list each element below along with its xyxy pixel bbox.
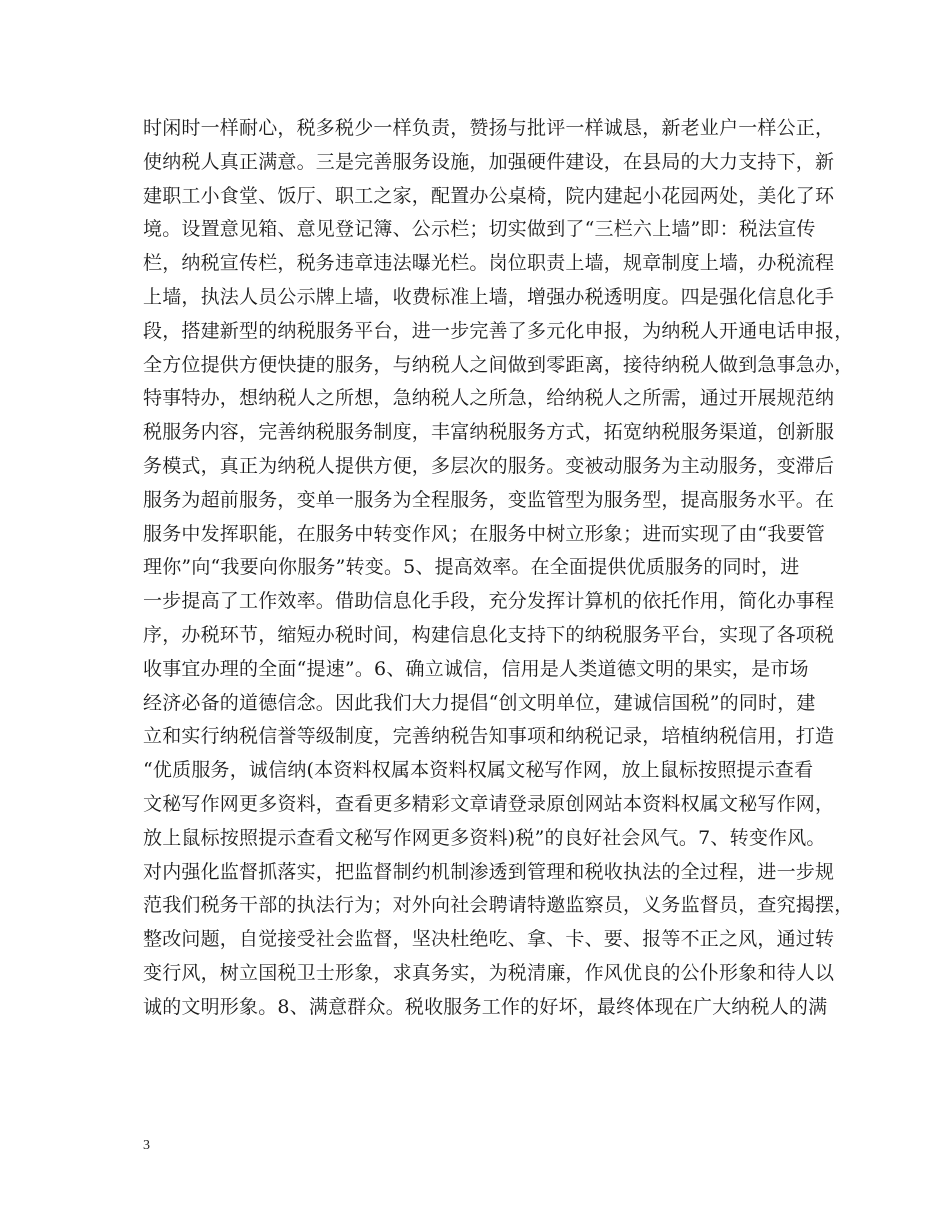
text-line: 放上鼠标按照提示查看文秘写作网更多资料)税”的良好社会风气。7、转变作风。 bbox=[143, 826, 826, 849]
text-line: 经济必备的道德信念。因此我们大力提倡“创文明单位，建诚信国税”的同时，建 bbox=[143, 691, 816, 714]
text-line: 序，办税环节，缩短办税时间，构建信息化支持下的纳税服务平台，实现了各项税 bbox=[143, 623, 835, 646]
text-line: 服务为超前服务，变单一服务为全程服务，变监管型为服务型，提高服务水平。在 bbox=[143, 488, 835, 511]
text-line: 上墙，执法人员公示牌上墙，收费标准上墙，增强办税透明度。四是强化信息化手 bbox=[143, 285, 835, 308]
text-line: 变行风，树立国税卫士形象，求真务实，为税清廉，作风优良的公仆形象和待人以 bbox=[143, 961, 835, 984]
text-line: 务模式，真正为纳税人提供方便，多层次的服务。变被动服务为主动服务，变滞后 bbox=[143, 454, 835, 477]
text-line: 文秘写作网更多资料，查看更多精彩文章请登录原创网站本资料权属文秘写作网， bbox=[143, 792, 835, 815]
text-line: 整改问题，自觉接受社会监督，坚决杜绝吃、拿、卡、要、报等不正之风，通过转 bbox=[143, 928, 835, 951]
text-line: 诚的文明形象。8、满意群众。税收服务工作的好坏，最终体现在广大纳税人的满 bbox=[143, 995, 828, 1018]
text-line: 对内强化监督抓落实，把监督制约机制渗透到管理和税收执法的全过程，进一步规 bbox=[143, 860, 835, 883]
text-line: 建职工小食堂、饭厅、职工之家，配置办公桌椅，院内建起小花园两处，美化了环 bbox=[143, 184, 835, 207]
page-number: 3 bbox=[143, 1138, 150, 1153]
text-line: 段，搭建新型的纳税服务平台，进一步完善了多元化申报，为纳税人开通电话申报， bbox=[143, 319, 854, 342]
text-line: 服务中发挥职能，在服务中转变作风；在服务中树立形象；进而实现了由“我要管 bbox=[143, 522, 825, 545]
body-text bbox=[143, 112, 854, 1025]
text-line: 一步提高了工作效率。借助信息化手段，充分发挥计算机的依托作用，简化办事程 bbox=[143, 590, 835, 613]
text-line: 全方位提供方便快捷的服务，与纳税人之间做到零距离，接待纳税人做到急事急办， bbox=[143, 353, 854, 376]
text-line: 理你”向“我要向你服务”转变。5、提高效率。在全面提供优质服务的同时，进 bbox=[143, 556, 800, 579]
text-line: 使纳税人真正满意。三是完善服务设施，加强硬件建设，在县局的大力支持下，新 bbox=[143, 150, 835, 173]
text-line: 境。设置意见箱、意见登记簿、公示栏；切实做到了“三栏六上墙”即：税法宣传 bbox=[143, 218, 816, 241]
text-line: “优质服务，诚信纳(本资料权属本资料权属文秘写作网，放上鼠标按照提示查看 bbox=[143, 759, 814, 782]
text-line: 范我们税务干部的执法行为；对外向社会聘请特邀监察员，义务监督员，查究揭摆， bbox=[143, 894, 854, 917]
text-line: 栏，纳税宣传栏，税务违章违法曝光栏。岗位职责上墙，规章制度上墙，办税流程 bbox=[143, 252, 835, 275]
text-line: 特事特办，想纳税人之所想，急纳税人之所急，给纳税人之所需，通过开展规范纳 bbox=[143, 387, 835, 410]
text-line: 收事宜办理的全面“提速”。6、确立诚信，信用是人类道德文明的果实，是市场 bbox=[143, 657, 809, 680]
text-line: 时闲时一样耐心，税多税少一样负责，赞扬与批评一样诚恳，新老业户一样公正， bbox=[143, 117, 835, 139]
text-line: 税服务内容，完善纳税服务制度，丰富纳税服务方式，拓宽纳税服务渠道，创新服 bbox=[143, 421, 835, 444]
text-line: 立和实行纳税信誉等级制度，完善纳税告知事项和纳税记录，培植纳税信用，打造 bbox=[143, 725, 835, 748]
